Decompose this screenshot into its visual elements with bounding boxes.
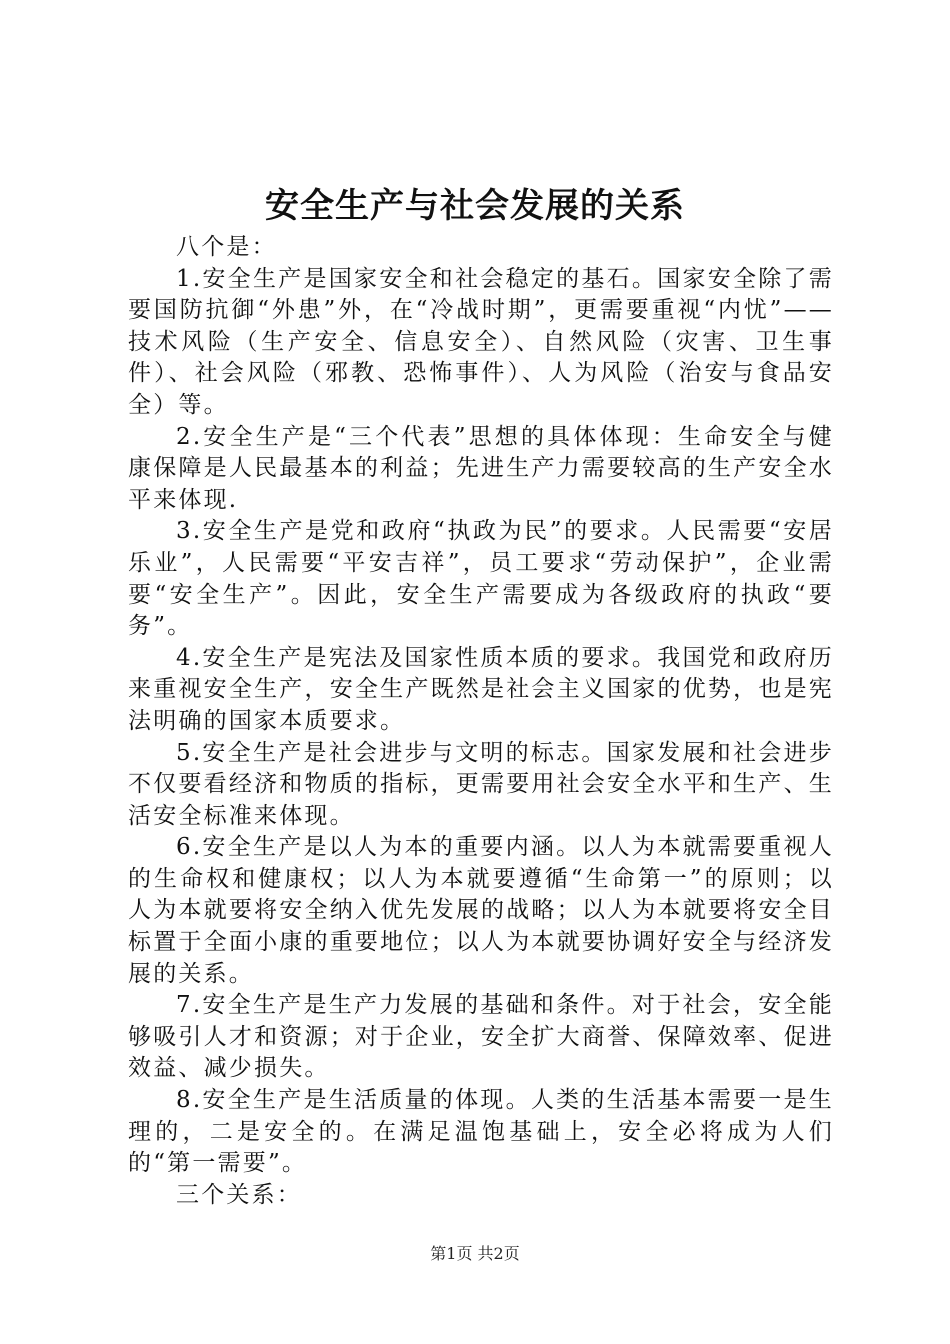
paragraph-eight-points-label: 八个是： — [176, 234, 277, 260]
paragraph-point-2: 2.安全生产是“三个代表”思想的具体体现：生命安全与健康保障是人民最基本的利益；先进生产力需要较高的生产安全水平来体现. — [128, 423, 834, 513]
paragraph-three-relations-label: 三个关系： — [176, 1181, 302, 1208]
paragraph-point-6: 6.安全生产是以人为本的重要内涵。以人为本就需要重视人的生命权和健康权；以人为本就要遵循“生命第一”的原则；以人为本就要将安全纳入优先发展的战略；以人为本就要将安全目标置于全面小康的重要地位；以人为本就要协调好安全与经济发展的关系。 — [128, 834, 834, 987]
page-number-footer: 第1页 共2页 — [430, 1244, 520, 1263]
paragraph-point-1: 1.安全生产是国家安全和社会稳定的基石。国家安全除了需要国防抗御“外患”外，在“冷战时期”，更需要重视“内忧”——技术风险（生产安全、信息安全）、自然风险（灾害、卫生事件）、社会风险（邪教、恐怖事件）、人为风险（治安与食品安全）等。 — [128, 265, 834, 418]
page-title: 安全生产与社会发展的关系 — [265, 186, 685, 226]
paragraph-point-4: 4.安全生产是宪法及国家性质本质的要求。我国党和政府历来重视安全生产，安全生产既然是社会主义国家的优势，也是宪法明确的国家本质要求。 — [128, 644, 834, 734]
document-body — [128, 232, 834, 1211]
paragraph-point-3: 3.安全生产是党和政府“执政为民”的要求。人民需要“安居乐业”，人民需要“平安吉祥”，员工要求“劳动保护”，企业需要“安全生产”。因此，安全生产需要成为各级政府的执政“要务”。 — [128, 518, 834, 640]
paragraph-point-7: 7.安全生产是生产力发展的基础和条件。对于社会，安全能够吸引人才和资源；对于企业，安全扩大商誉、保障效率、促进效益、减少损失。 — [128, 992, 834, 1082]
paragraph-point-8: 8.安全生产是生活质量的体现。人类的生活基本需要一是生理的，二是安全的。在满足温饱基础上，安全必将成为人们的“第一需要”。 — [128, 1087, 834, 1177]
paragraph-point-5: 5.安全生产是社会进步与文明的标志。国家发展和社会进步不仅要看经济和物质的指标，更需要用社会安全水平和生产、生活安全标准来体现。 — [128, 739, 834, 829]
